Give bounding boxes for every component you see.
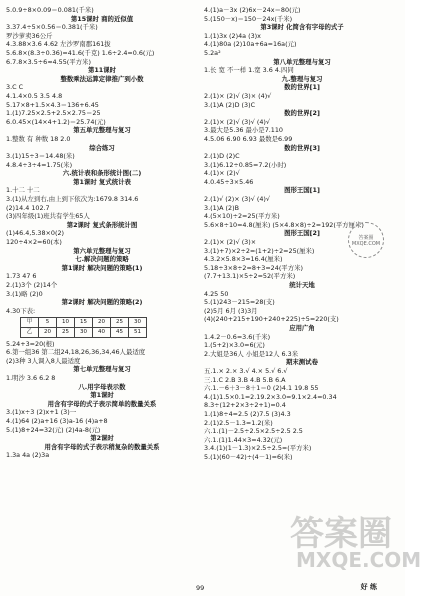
table-cell: 40 [93, 327, 111, 337]
answer-line: 2.(1)× (2)√ (3)× [204, 238, 257, 247]
answer-line: 3.C C [6, 83, 24, 92]
section-heading: 第1课时 解决问题的策略(1) [61, 263, 143, 272]
answer-line: 5.(1)8+24=32(元) (2)4a-8(元) [6, 425, 101, 434]
answer-line: 6.0.45×(14×4+1.2)＝25.74(元) [6, 117, 106, 126]
left-column [6, 6, 198, 460]
section-heading: 整数乘法运算定律推广到小数 [60, 74, 144, 83]
section-heading: 图形王国[1] [284, 186, 320, 195]
answer-line: 3.(1)x÷3 (2)x+1 (3)一 [6, 408, 77, 417]
table-cell: 5 [39, 318, 57, 328]
answer-line: 3.(1)A (2)B [204, 203, 239, 212]
table-cell: 51 [129, 327, 147, 337]
table-cell: 25 [57, 327, 75, 337]
answer-line: 2.大姐是36人 小姐是12人 6.3米 [204, 349, 299, 358]
table-row [21, 318, 147, 328]
answer-line: 4.(1)80a (2)10a+6a=16a(元) [204, 40, 297, 49]
answer-line: 2.(1)2.5－1.3=1.2(米) [204, 418, 273, 427]
answer-line: 4.(1)× (2)√ [204, 169, 240, 178]
section-heading: 七.解决问题的策略 [75, 255, 129, 264]
answer-line: 五.1.× 2.× 3.√ 4.× 5.√ 6.√ [204, 366, 288, 375]
answer-line: 5.(1)(60－42)÷(4－1)=6(米) [204, 452, 293, 461]
section-heading: 第六单元整理与复习 [73, 246, 131, 255]
answer-table [20, 317, 147, 337]
table-cell: 20 [39, 327, 57, 337]
answer-line: 3.(1)A (2)D (3)C [204, 100, 256, 109]
answer-line: (4)(240+215+190+240+225)÷5=220(支) [204, 315, 339, 324]
answer-line: 3.37.4÷5×0.56＝0.381(千米) [6, 23, 98, 32]
watermark-url: MXQE.COM [296, 548, 421, 572]
answer-line: 6.7.8×3.5÷6≈4.55(平方米) [6, 57, 91, 66]
answer-line: (2)3种 3人调入8人最适度 [6, 356, 81, 365]
table-cell: 20 [93, 318, 111, 328]
page-number: 99 [196, 584, 205, 592]
watermark-logo: 答案圈 [290, 514, 392, 554]
answer-line: 4.25 50 [204, 289, 229, 298]
answer-line: 1.整数 有 种数 18 2.0 [6, 134, 71, 143]
answer-line: 罗沙萝卖36公斤 [6, 31, 53, 40]
answer-line: 5.24+3=20(根) [6, 339, 55, 348]
table-cell: 乙 [21, 327, 39, 337]
answer-line: 3.(1)15÷3＝14.48(米) [6, 152, 75, 161]
answer-line: 8.3÷(12+2×3÷2+1)=0.4 [204, 401, 286, 410]
table-cell: 10 [57, 318, 75, 328]
answer-line: (7.7+13.1)×5÷2=52(平方米) [204, 272, 296, 281]
answer-line: 3.4.(1)(1－1.3)×2.5÷2.5=(平方米) [204, 444, 312, 453]
section-heading: 综合练习 [89, 143, 115, 152]
answer-line: 三.1.C 2.B 3.B 4.B 5.B 6.A [204, 375, 286, 384]
answer-line: 2.(1)√ (2)× (3)√ (4)√ [204, 195, 270, 204]
section-heading: 数的世界[2] [284, 109, 320, 118]
section-heading: 用含有字母的式子表示简单的数量关系 [47, 399, 157, 408]
answer-line: 5.0.9÷8×0.09＝0.081(千米) [6, 6, 94, 14]
answer-line: 1.十二 十二 [6, 186, 40, 195]
answer-line: 4.(1)64 (2)a+16 (3)a-16 (4)a+8 [6, 416, 108, 425]
section-heading: 第15课时 商的近似值 [70, 14, 134, 23]
answer-line: 5.18÷3×8÷2=8+3=24(平方米) [204, 263, 303, 272]
answer-line: (2)14.4 102.7 [6, 203, 50, 212]
answer-line: 1.明沙 3.6 6.2 8 [6, 373, 56, 382]
section-heading: 统计天地 [289, 281, 315, 289]
section-heading: 第2课时 解决问题的策略(2) [61, 298, 143, 307]
answer-line: 4.8.4÷3÷4=1.75(米) [6, 160, 73, 169]
answer-line: 5.(1)243－215=28(支) [204, 298, 275, 307]
section-heading: 第五单元整理与复习 [73, 126, 131, 135]
section-heading: 第2课时 复式条形统计图 [66, 220, 138, 229]
section-heading: 第3课时 化简含有字母的式子 [260, 23, 344, 32]
answer-line: 六.1.－6＋3－8＋1＝0 (2)4.1 19.8 55 [204, 384, 319, 393]
section-heading: 第1课时 [90, 391, 114, 400]
answer-line: 1.73 47 6 [6, 272, 37, 281]
answer-line: 3.最大是5.36 最小是7.110 [204, 126, 283, 135]
answer-line: 4.30下表: [6, 306, 36, 315]
section-heading: 第2课时 [90, 434, 114, 443]
answer-line: 1.(5+2)×3.0=6(元) [204, 341, 265, 350]
answer-line: 120÷4×2=60(本) [6, 238, 62, 247]
table-cell: 25 [111, 318, 129, 328]
answer-line: 4.(1)1.5×0.1=2.19.2×3.0=9.1×2.4=0.34 [204, 392, 337, 401]
answer-line: 1.(1)7.25×2.5+2.5×2.75＝25 [6, 109, 101, 118]
answer-line: 3.(1)略 (2)0 [6, 289, 43, 298]
answer-line: 5.17×8+1.5×4.3＝136+6.45 [6, 100, 99, 109]
section-heading: 期末测试卷 [286, 358, 318, 367]
answer-line: 5.(150－x)＝150－24x(千米) [204, 14, 293, 23]
answer-line: 1.3a 4a (2)3a [6, 451, 50, 460]
answer-line: 1.(1)3x (2)4a (3)x [204, 31, 261, 40]
section-heading: 六.统计表和条形统计图(二) [62, 169, 142, 178]
answer-line: 1.长 宽 不一样 1.宽 3.6 4.四同 [204, 66, 294, 75]
answer-line: 2.(1)D (2)C [204, 152, 240, 161]
section-heading: 用含有字母的式子表示稍复杂的数量关系 [44, 442, 160, 451]
answer-line: 4.5.06 6.90 6.93 最数是6.99 [204, 134, 293, 143]
answer-line: 3.(1)+7)×2÷2=(1+2)÷2=25(厘米) [204, 246, 315, 255]
table-row [21, 327, 147, 337]
answer-line: 5.2a² [204, 48, 221, 57]
table-cell: 15 [75, 318, 93, 328]
section-heading: 图形王国[2] [284, 229, 320, 238]
answer-line: 4.(1)a－3x (2)6x－24x＝80(元) [204, 6, 301, 14]
answer-line: 4.3.2×5.8×3=16.4(厘米) [204, 255, 283, 264]
table-cell: 45 [111, 327, 129, 337]
section-heading: 第七单元整理与复习 [73, 365, 131, 374]
answer-line: 4.(5×10)÷2=25(平方米) [204, 212, 280, 221]
section-heading: 九.整理与复习 [281, 74, 323, 83]
answer-line: 1.4.2－0.6=3.6(千米) [204, 332, 271, 341]
section-heading: 应用广角 [289, 323, 315, 332]
answer-line: 3.(1)从左到右,由上到下依次为:1679.8 314.6 [6, 195, 139, 204]
section-heading: 第八单元整理与复习 [273, 57, 331, 66]
section-heading: 八.用字母表示数 [78, 382, 126, 391]
section-heading: 数的世界[1] [284, 83, 320, 92]
answer-line: 4.1.4×0.5 3.5 4.8 [6, 91, 63, 100]
answer-line: 4.3.88×3.6 4.62 左沙罗南郡161拔 [6, 40, 111, 49]
answer-line: (1)46.4,5.38×0(2) [6, 229, 65, 238]
answer-line: 5.6×8÷10=4.8(厘米) (5×4.8×8)÷2=192(平方厘米) [204, 220, 364, 229]
answer-line: 2.(1)× (2)√ (3)× (4)√ [204, 91, 272, 100]
answer-line: 1.(1)8÷4=2.5 (2)7.5 (3)4.3 [204, 409, 291, 418]
watermark-stamp: 答案圈 MXQE.COM [348, 222, 384, 258]
table-cell: 30 [129, 318, 147, 328]
answer-line: 4.0.45÷3×5.46 [204, 177, 254, 186]
answer-line: (2)5月 6月 (3)3月 [204, 306, 258, 315]
answer-line: 六.1.(1)1.44×3=4.32(元) [204, 435, 283, 444]
answer-line: 六.1.(1)－2.5÷2.5×2.5÷2.5 2.5 [204, 427, 303, 436]
answer-line: 6.第一组36 第二组24,18,26,36,34,46人最适度 [6, 348, 146, 357]
section-heading: 数的世界[3] [284, 143, 320, 152]
section-heading: 第1课时 复式统计表 [73, 177, 131, 186]
answer-line: 5.6.8×(8.3÷0.36)=41.6(千克) 1.6÷2.4=0.6(元) [6, 48, 155, 57]
table-cell: 30 [75, 327, 93, 337]
answer-line: 2.(1)3个 (2)14个 [6, 281, 58, 289]
footer-brand: 好 练 [360, 583, 377, 591]
answer-line: 2.(1)× (2)√ (3)√ (4)√ [204, 117, 270, 126]
answer-line: 3.(1)6.12÷0.85=7.2(小时) [204, 160, 287, 169]
table-cell: 甲 [21, 318, 39, 328]
section-heading: 第11课时 [87, 66, 117, 75]
answer-line: (3)四年级(1)班共有学生65人 [6, 212, 90, 221]
